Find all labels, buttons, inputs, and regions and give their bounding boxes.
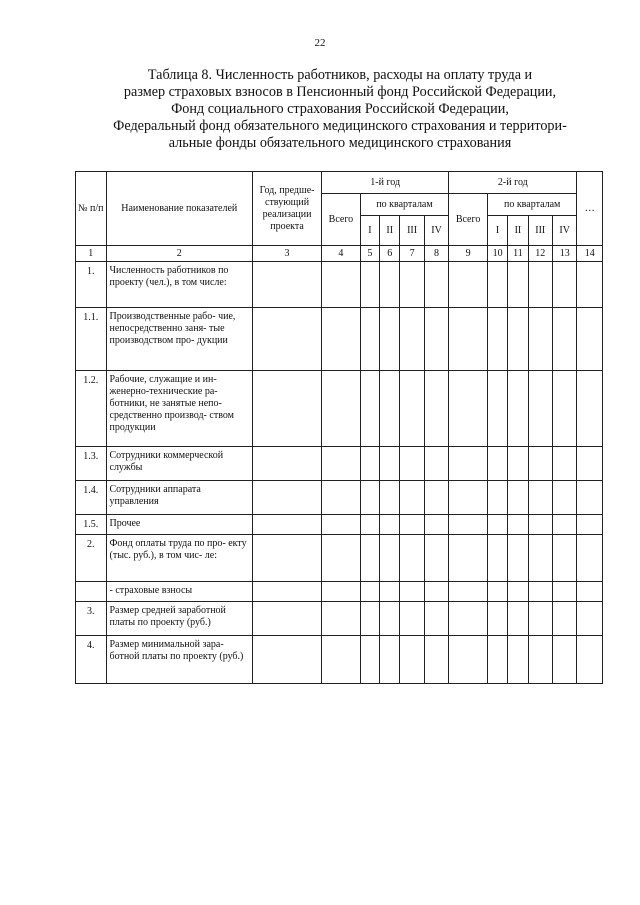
data-table (75, 171, 603, 684)
row-name: Рабочие, служащие и ин- женерно-технические ра- ботники, не занятые непо- средственно производ- ством продукции (106, 371, 252, 447)
header-q4: IV (552, 216, 576, 246)
column-number: 8 (424, 246, 448, 262)
column-number: 3 (252, 246, 321, 262)
row-number: 4. (76, 636, 107, 684)
title-line: размер страховых взносов в Пенсионный фонд Российской Федерации, (123, 84, 557, 100)
table-row (76, 535, 603, 582)
header-q1: I (487, 216, 507, 246)
column-number: 10 (487, 246, 507, 262)
table-row (76, 308, 603, 371)
header-total-1: Всего (322, 194, 361, 246)
header-total-2: Всего (449, 194, 488, 246)
table-row (76, 262, 603, 308)
row-name: Размер минимальной зара- ботной платы по проекту (руб.) (106, 636, 252, 684)
header-q4: IV (424, 216, 448, 246)
header-ellipsis: … (577, 172, 603, 246)
header-year-prior: Год, предше- ствующий реализации проекта (252, 172, 321, 246)
header-q3: III (400, 216, 424, 246)
header-q3: III (528, 216, 552, 246)
row-number: 1.2. (76, 371, 107, 447)
row-number: 1.4. (76, 481, 107, 515)
column-number: 7 (400, 246, 424, 262)
table-title (88, 67, 592, 152)
title-line: Фонд социального страхования Российской Федерации, (171, 101, 509, 117)
row-name: Прочее (106, 515, 252, 535)
column-number: 4 (322, 246, 361, 262)
header-q2: II (508, 216, 528, 246)
header-by-quarters-2: по кварталам (487, 194, 577, 216)
row-name: Сотрудники аппарата управления (106, 481, 252, 515)
row-number: 1. (76, 262, 107, 308)
header-name: Наименование показателей (106, 172, 252, 246)
table-row (76, 636, 603, 684)
row-name: Сотрудники коммерческой службы (106, 447, 252, 481)
header-num: № п/п (76, 172, 107, 246)
row-name: - страховые взносы (106, 582, 252, 602)
table-row (76, 481, 603, 515)
row-name: Численность работников по проекту (чел.), в том числе: (106, 262, 252, 308)
column-number: 9 (449, 246, 488, 262)
column-number: 12 (528, 246, 552, 262)
column-number: 13 (552, 246, 576, 262)
row-number: 1.1. (76, 308, 107, 371)
row-name: Производственные рабо- чие, непосредственно заня- тые производством про- дукции (106, 308, 252, 371)
row-name: Размер средней заработной платы по проекту (руб.) (106, 602, 252, 636)
row-name: Фонд оплаты труда по про- екту (тыс. руб.), в том чис- ле: (106, 535, 252, 582)
title-line: Таблица 8. Численность работников, расходы на оплату труда и (147, 67, 533, 83)
column-number: 5 (360, 246, 379, 262)
table-row (76, 447, 603, 481)
title-line: альные фонды обязательного медицинского страхования (168, 135, 512, 151)
header-by-quarters-1: по кварталам (360, 194, 449, 216)
row-number: 2. (76, 535, 107, 582)
table-row (76, 582, 603, 602)
header-q1: I (360, 216, 379, 246)
header-year-1: 1-й год (322, 172, 449, 194)
column-number: 2 (106, 246, 252, 262)
table-row (76, 371, 603, 447)
column-number: 1 (76, 246, 107, 262)
row-number: 1.3. (76, 447, 107, 481)
title-line: Федеральный фонд обязательного медицинского страхования и территори- (113, 118, 567, 134)
table-row (76, 602, 603, 636)
row-number: 1.5. (76, 515, 107, 535)
row-number (76, 582, 107, 602)
page-number: 22 (314, 37, 326, 49)
column-number: 14 (577, 246, 603, 262)
row-number: 3. (76, 602, 107, 636)
header-year-2: 2-й год (449, 172, 577, 194)
table-row (76, 515, 603, 535)
header-q2: II (380, 216, 400, 246)
column-number: 11 (508, 246, 528, 262)
column-number: 6 (380, 246, 400, 262)
